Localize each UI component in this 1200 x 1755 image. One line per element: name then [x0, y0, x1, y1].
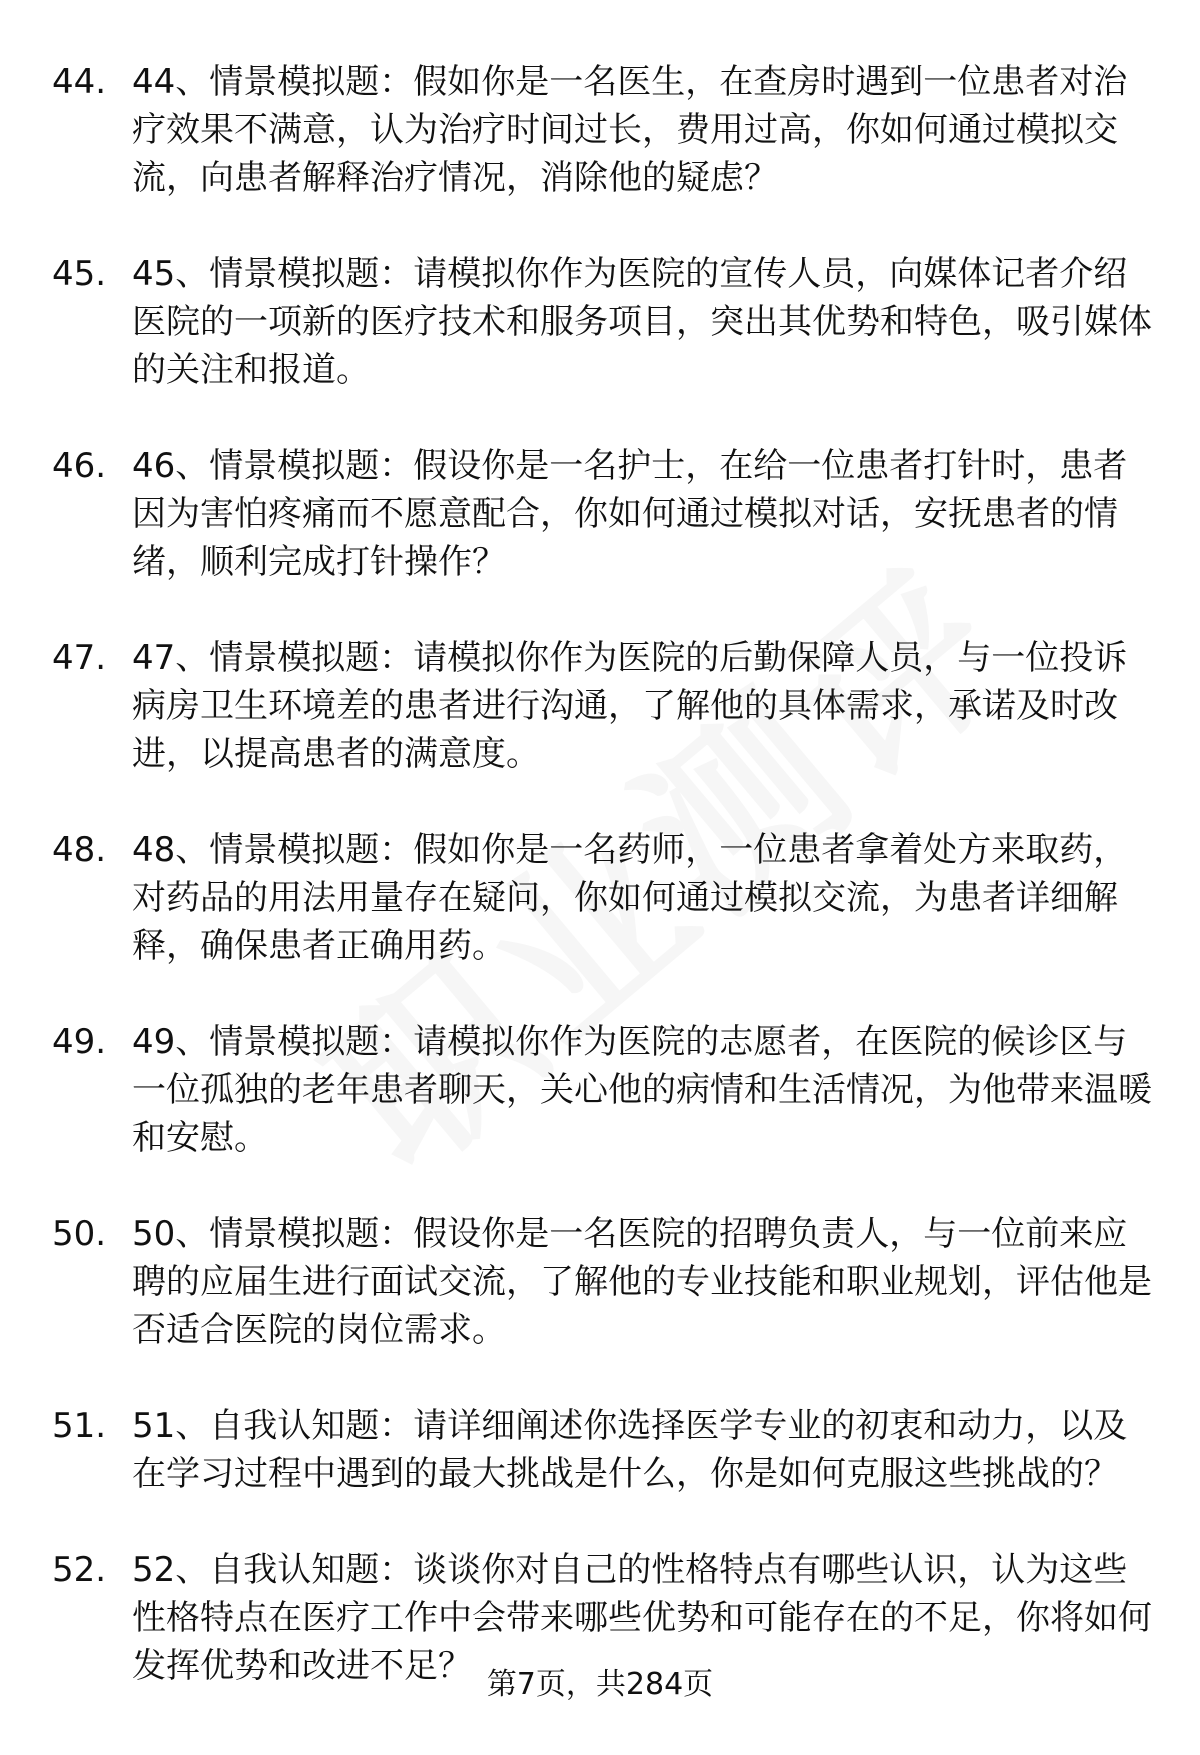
question-list [52, 58, 1152, 1738]
question-number: 49. [52, 1022, 107, 1062]
question-text: 47、情景模拟题：请模拟你作为医院的后勤保障人员，与一位投诉病房卫生环境差的患者进行沟通，了解他的具体需求，承诺及时改进，以提高患者的满意度。 [132, 638, 1128, 774]
question-text: 44、情景模拟题：假如你是一名医生，在查房时遇到一位患者对治疗效果不满意，认为治疗时间过长，费用过高，你如何通过模拟交流，向患者解释治疗情况，消除他的疑虑？ [132, 62, 1128, 198]
question-text: 52、自我认知题：谈谈你对自己的性格特点有哪些认识，认为这些性格特点在医疗工作中会带来哪些优势和可能存在的不足，你将如何发挥优势和改进不足？ [132, 1550, 1152, 1686]
question-item [52, 250, 1152, 394]
question-text: 46、情景模拟题：假设你是一名护士，在给一位患者打针时，患者因为害怕疼痛而不愿意配合，你如何通过模拟对话，安抚患者的情绪，顺利完成打针操作？ [132, 446, 1128, 582]
question-number: 45. [52, 254, 107, 294]
page-footer: 第7页，共284页 [486, 1667, 714, 1702]
question-text: 48、情景模拟题：假如你是一名药师，一位患者拿着处方来取药，对药品的用法用量存在疑问，你如何通过模拟交流，为患者详细解释，确保患者正确用药。 [132, 830, 1128, 966]
question-number: 44. [52, 62, 107, 102]
question-number: 50. [52, 1214, 107, 1254]
question-text: 45、情景模拟题：请模拟你作为医院的宣传人员，向媒体记者介绍医院的一项新的医疗技术和服务项目，突出其优势和特色，吸引媒体的关注和报道。 [132, 254, 1152, 390]
question-number: 52. [52, 1550, 107, 1590]
question-text: 51、自我认知题：请详细阐述你选择医学专业的初衷和动力，以及在学习过程中遇到的最大挑战是什么，你是如何克服这些挑战的？ [132, 1406, 1128, 1494]
question-text: 49、情景模拟题：请模拟你作为医院的志愿者，在医院的候诊区与一位孤独的老年患者聊天，关心他的病情和生活情况，为他带来温暖和安慰。 [132, 1022, 1152, 1158]
question-item [52, 1210, 1152, 1354]
question-text: 50、情景模拟题：假设你是一名医院的招聘负责人，与一位前来应聘的应届生进行面试交流，了解他的专业技能和职业规划，评估他是否适合医院的岗位需求。 [132, 1214, 1152, 1350]
question-item [52, 442, 1152, 586]
question-item [52, 826, 1152, 970]
question-item [52, 1018, 1152, 1162]
question-item [52, 634, 1152, 778]
question-number: 47. [52, 638, 107, 678]
question-item [52, 1402, 1152, 1498]
question-number: 51. [52, 1406, 107, 1446]
question-number: 48. [52, 830, 107, 870]
question-item [52, 58, 1152, 202]
question-number: 46. [52, 446, 107, 486]
